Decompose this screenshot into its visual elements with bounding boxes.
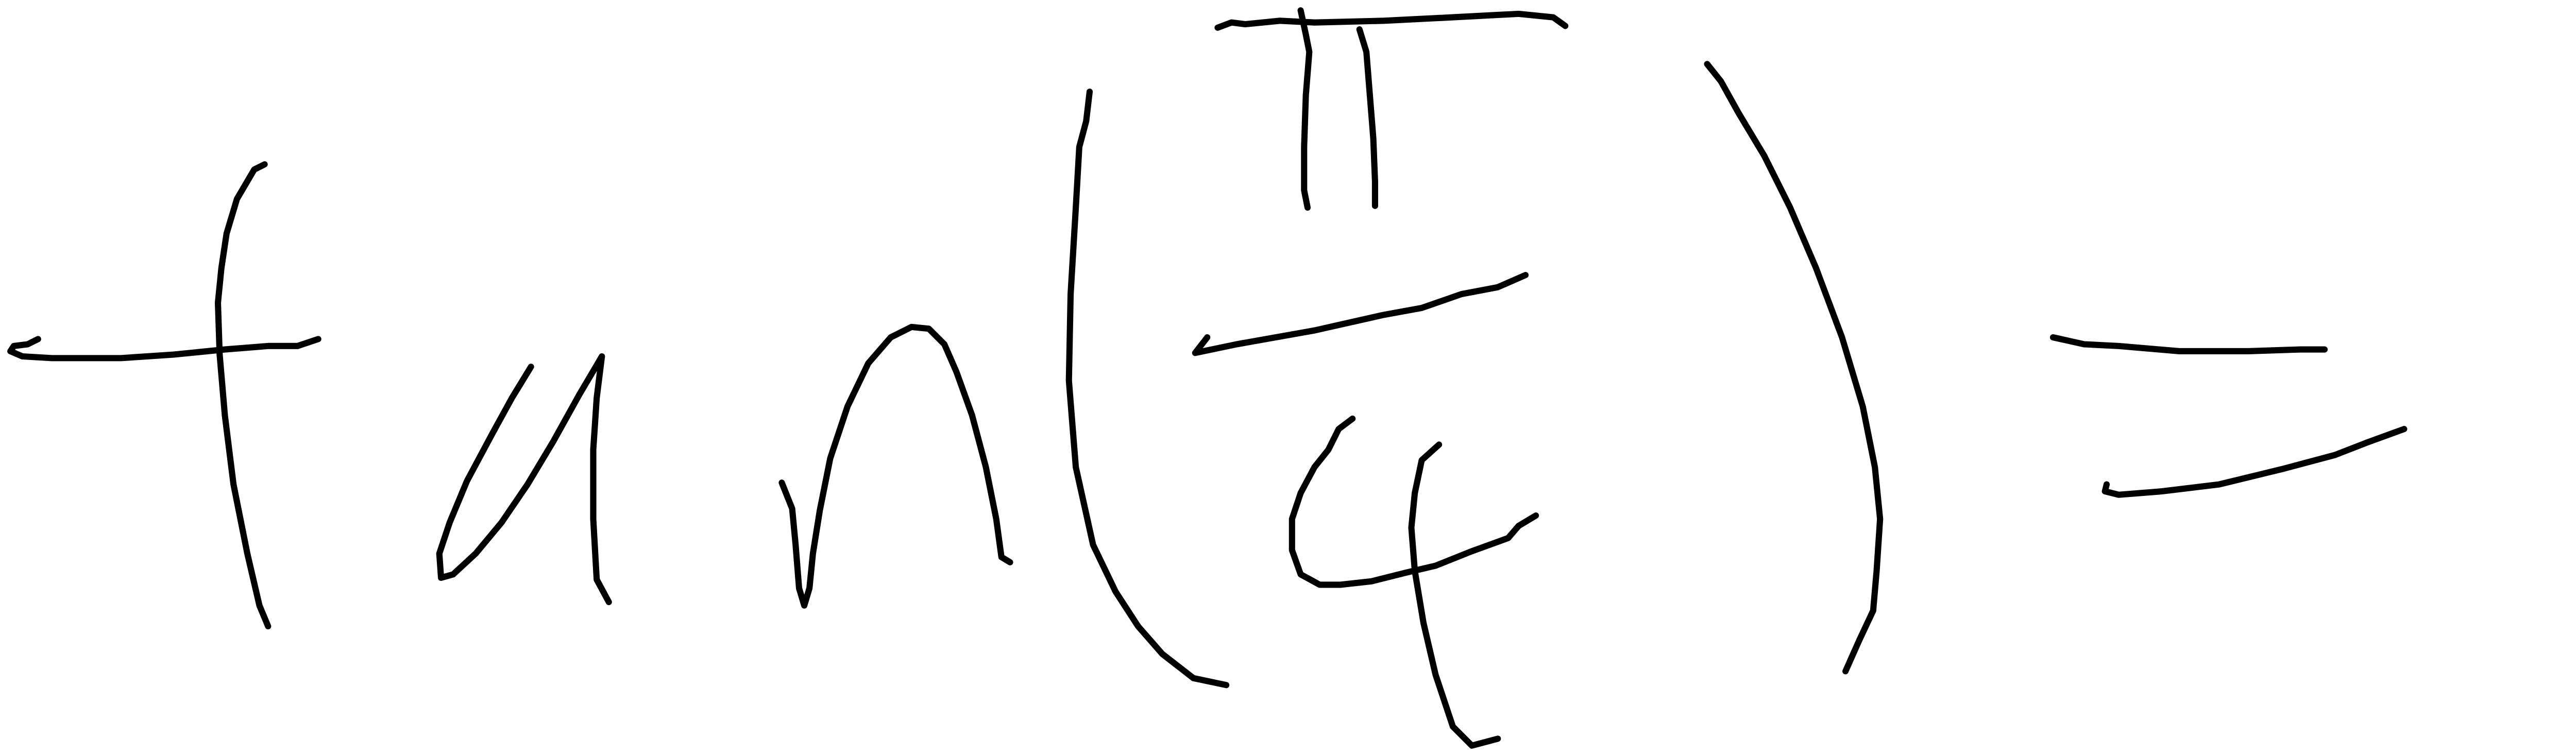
- close-paren-stroke: [1707, 64, 1880, 671]
- glyph-equals: [2053, 337, 2404, 495]
- pi-top-bar-stroke: [1217, 14, 1565, 28]
- equals-bottom-bar-stroke: [2105, 429, 2404, 495]
- pi-left-leg-stroke: [1301, 10, 1310, 208]
- n-stroke: [782, 327, 1010, 606]
- glyph-fraction-bar: [1195, 275, 1526, 353]
- pi-right-leg-stroke: [1360, 29, 1375, 206]
- glyph-a: [439, 356, 609, 602]
- glyph-n: [782, 327, 1010, 606]
- a-bowl-stroke: [439, 356, 609, 602]
- glyph-pi: [1217, 10, 1565, 208]
- glyph-close-paren: [1707, 64, 1880, 671]
- glyph-t: [10, 164, 318, 626]
- glyph-4: [1292, 419, 1536, 746]
- four-vertical-stroke: [1411, 444, 1498, 746]
- glyph-open-paren: [1069, 92, 1227, 685]
- fraction-bar-stroke: [1195, 275, 1526, 353]
- equals-top-bar-stroke: [2053, 337, 2325, 351]
- t-crossbar-stroke: [10, 339, 318, 358]
- t-vertical-stroke: [218, 164, 268, 626]
- open-paren-stroke: [1069, 92, 1227, 685]
